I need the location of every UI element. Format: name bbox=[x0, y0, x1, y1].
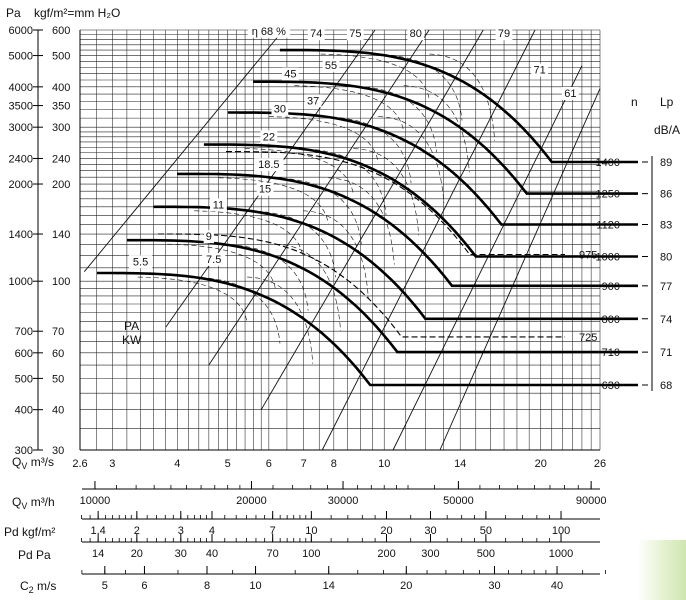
efficiency-label: 61 bbox=[564, 88, 577, 101]
power-label-5.5: 5.5 bbox=[132, 256, 149, 269]
pd-kgf-tick-label: 2 bbox=[133, 525, 140, 537]
pa-tick-label: 2000 bbox=[8, 179, 33, 192]
kgf-tick-label: 240 bbox=[52, 153, 71, 166]
speed-label-1250: 1250 bbox=[595, 188, 620, 201]
c2-label: $C_2$ m/s bbox=[20, 579, 57, 595]
qv-m3s-tick-label: 2.6 bbox=[72, 458, 88, 470]
c2-tick-label: 30 bbox=[488, 580, 501, 592]
pd-kgf-tick-label: 1.4 bbox=[90, 525, 106, 537]
pd-pa-tick-label: 70 bbox=[266, 548, 279, 560]
pd-pa-tick-label: 100 bbox=[302, 548, 321, 560]
lp-label-80: 80 bbox=[660, 251, 673, 264]
power-label-7.5: 7.5 bbox=[206, 253, 222, 266]
efficiency-line-68 bbox=[84, 30, 283, 272]
qv-m3h-tick-label: 10000 bbox=[79, 495, 111, 507]
kgf-tick-label: 50 bbox=[52, 373, 65, 386]
efficiency-line-79 bbox=[322, 30, 535, 450]
pa-unit-label: Pa bbox=[6, 6, 21, 20]
qv-m3h-tick-label: 50000 bbox=[443, 495, 474, 507]
speed-label-900: 900 bbox=[601, 280, 620, 293]
pd-pa-tick-label: 1000 bbox=[548, 548, 574, 560]
pd-pa-tick-label: 20 bbox=[130, 548, 143, 560]
efficiency-label: 75 bbox=[349, 28, 362, 41]
kgf-tick-label: 70 bbox=[52, 326, 65, 339]
pd-kgf-tick-label: 50 bbox=[479, 525, 492, 537]
pa-tick-label: 1000 bbox=[8, 276, 33, 289]
kgf-tick-label: 60 bbox=[52, 347, 65, 360]
power-label-22: 22 bbox=[262, 131, 275, 144]
power-label-30: 30 bbox=[273, 103, 286, 116]
pa-tick-label: 600 bbox=[14, 347, 33, 360]
c2-tick-label: 10 bbox=[249, 580, 262, 592]
kgf-tick-label: 300 bbox=[52, 122, 71, 135]
efficiency-label: η 68 % bbox=[251, 25, 286, 38]
kgf-tick-label: 140 bbox=[52, 229, 71, 242]
c2-tick-label: 8 bbox=[203, 580, 211, 592]
qv-m3s-tick-label: 6 bbox=[265, 458, 272, 470]
lp-label-68: 68 bbox=[660, 379, 673, 392]
kgf-tick-label: 30 bbox=[52, 445, 65, 457]
efficiency-label: 79 bbox=[497, 28, 511, 41]
pa-tick-label: 400 bbox=[14, 404, 33, 417]
c2-tick-label: 14 bbox=[322, 580, 335, 592]
power-label-11: 11 bbox=[212, 199, 225, 212]
pa-tick-label: 1400 bbox=[8, 229, 33, 242]
qv-m3s-tick-label: 8 bbox=[330, 458, 337, 470]
speed-label-710: 710 bbox=[601, 347, 620, 360]
kgf-tick-label: 200 bbox=[52, 179, 71, 192]
pd-pa-tick-label: 200 bbox=[377, 548, 396, 560]
intermediate-label-725: 725 bbox=[579, 331, 598, 344]
pa-tick-label: 4000 bbox=[8, 81, 33, 94]
c2-tick-label: 5 bbox=[101, 580, 108, 592]
pd-kgf-tick-label: 100 bbox=[551, 525, 571, 537]
speed-label-1120: 1120 bbox=[596, 219, 620, 232]
pa-label: PA bbox=[124, 319, 140, 333]
pa-tick-label: 3000 bbox=[8, 122, 33, 135]
lp-label-86: 86 bbox=[660, 188, 673, 201]
pa-tick-label: 300 bbox=[14, 445, 33, 457]
pd-kgf-tick-label: 3 bbox=[177, 525, 184, 537]
pa-tick-label: 700 bbox=[14, 326, 33, 339]
lp-header-label: Lp bbox=[660, 95, 674, 109]
pd-kgf-tick-label: 10 bbox=[305, 525, 318, 537]
lp-label-89: 89 bbox=[660, 157, 673, 170]
lp-label-77: 77 bbox=[660, 280, 673, 293]
qv-m3h-tick-label: 30000 bbox=[327, 495, 359, 507]
db-header-label: dB/A bbox=[654, 123, 681, 137]
qv-m3s-tick-label: 3 bbox=[109, 458, 116, 470]
pd-pa-label: Pd Pa bbox=[18, 548, 51, 562]
efficiency-line-61 bbox=[440, 89, 600, 450]
speed-label-1000: 1000 bbox=[595, 251, 620, 264]
c2-tick-label: 6 bbox=[141, 580, 148, 592]
pa-tick-label: 3500 bbox=[8, 100, 33, 113]
c2-tick-label: 20 bbox=[400, 580, 413, 592]
pa-tick-label: 6000 bbox=[8, 25, 33, 37]
qv-m3s-tick-label: 14 bbox=[454, 458, 467, 470]
power-curve-dashed bbox=[276, 244, 341, 331]
qv-m3s-tick-label: 10 bbox=[378, 458, 391, 470]
power-curve-dashed bbox=[247, 277, 313, 364]
power-label-74: 74 bbox=[310, 28, 323, 41]
kgf-tick-label: 100 bbox=[52, 276, 71, 289]
qv-m3s-tick-label: 7 bbox=[300, 458, 307, 470]
pa-tick-label: 2400 bbox=[8, 153, 33, 166]
qv-m3h-label: $Q_V$ m³/h bbox=[12, 495, 55, 511]
qv-m3h-tick-label: 20000 bbox=[236, 495, 267, 507]
power-label-45: 45 bbox=[284, 68, 297, 81]
speed-label-630: 630 bbox=[601, 379, 620, 392]
speed-label-1400: 1400 bbox=[595, 157, 620, 170]
power-label-15: 15 bbox=[258, 183, 272, 196]
pd-kgf-tick-label: 30 bbox=[424, 525, 437, 537]
lp-label-74: 74 bbox=[660, 313, 673, 326]
pd-kgf-tick-label: 20 bbox=[380, 525, 393, 537]
pd-kgf-tick-label: 4 bbox=[208, 525, 216, 537]
axes bbox=[4, 25, 606, 595]
qv-m3s-tick-label: 4 bbox=[174, 458, 181, 470]
intermediate-label-975: 975 bbox=[579, 249, 598, 262]
kw-label: KW bbox=[122, 333, 142, 347]
kgf-tick-label: 350 bbox=[52, 100, 71, 113]
qv-m3s-tick-label: 26 bbox=[593, 458, 607, 470]
speed-label-800: 800 bbox=[601, 313, 620, 326]
qv-m3s-label: $Q_V$ m³/s bbox=[12, 455, 55, 471]
kgf-tick-label: 40 bbox=[52, 404, 65, 417]
power-curve-dashed bbox=[353, 149, 418, 236]
qv-m3s-tick-label: 20 bbox=[534, 458, 547, 470]
kgf-tick-label: 400 bbox=[52, 81, 71, 94]
c2-tick-label: 40 bbox=[550, 580, 564, 592]
pa-tick-label: 500 bbox=[14, 373, 33, 386]
efficiency-label: 80 bbox=[409, 28, 422, 41]
qv-m3s-tick-label: 5 bbox=[224, 458, 231, 470]
n-header-label: n bbox=[631, 95, 638, 109]
power-label-55: 55 bbox=[324, 59, 338, 72]
pd-pa-tick-label: 30 bbox=[174, 548, 187, 560]
power-label-18.5: 18.5 bbox=[258, 159, 280, 172]
kgf-tick-label: 500 bbox=[52, 50, 71, 63]
pd-pa-tick-label: 40 bbox=[205, 548, 219, 560]
pd-pa-tick-label: 14 bbox=[92, 548, 105, 560]
power-label-9: 9 bbox=[205, 231, 212, 244]
lp-label-83: 83 bbox=[660, 219, 673, 232]
lp-label-71: 71 bbox=[660, 347, 673, 360]
power-curve-dashed bbox=[303, 211, 368, 298]
efficiency-label: 71 bbox=[533, 64, 546, 77]
pd-kgf-tick-label: 7 bbox=[269, 525, 276, 537]
qv-m3h-tick-label: 90000 bbox=[575, 495, 607, 507]
pd-pa-tick-label: 500 bbox=[476, 548, 496, 560]
kgf-tick-label: 600 bbox=[52, 25, 71, 37]
pd-pa-tick-label: 300 bbox=[421, 548, 440, 560]
pa-tick-label: 5000 bbox=[8, 50, 33, 63]
pd-kgf-label: Pd kgf/m² bbox=[4, 525, 56, 539]
power-label-37: 37 bbox=[307, 95, 320, 108]
kgf-unit-label: kgf/m²=mm H₂O bbox=[34, 6, 121, 20]
speed-curves bbox=[97, 50, 652, 391]
